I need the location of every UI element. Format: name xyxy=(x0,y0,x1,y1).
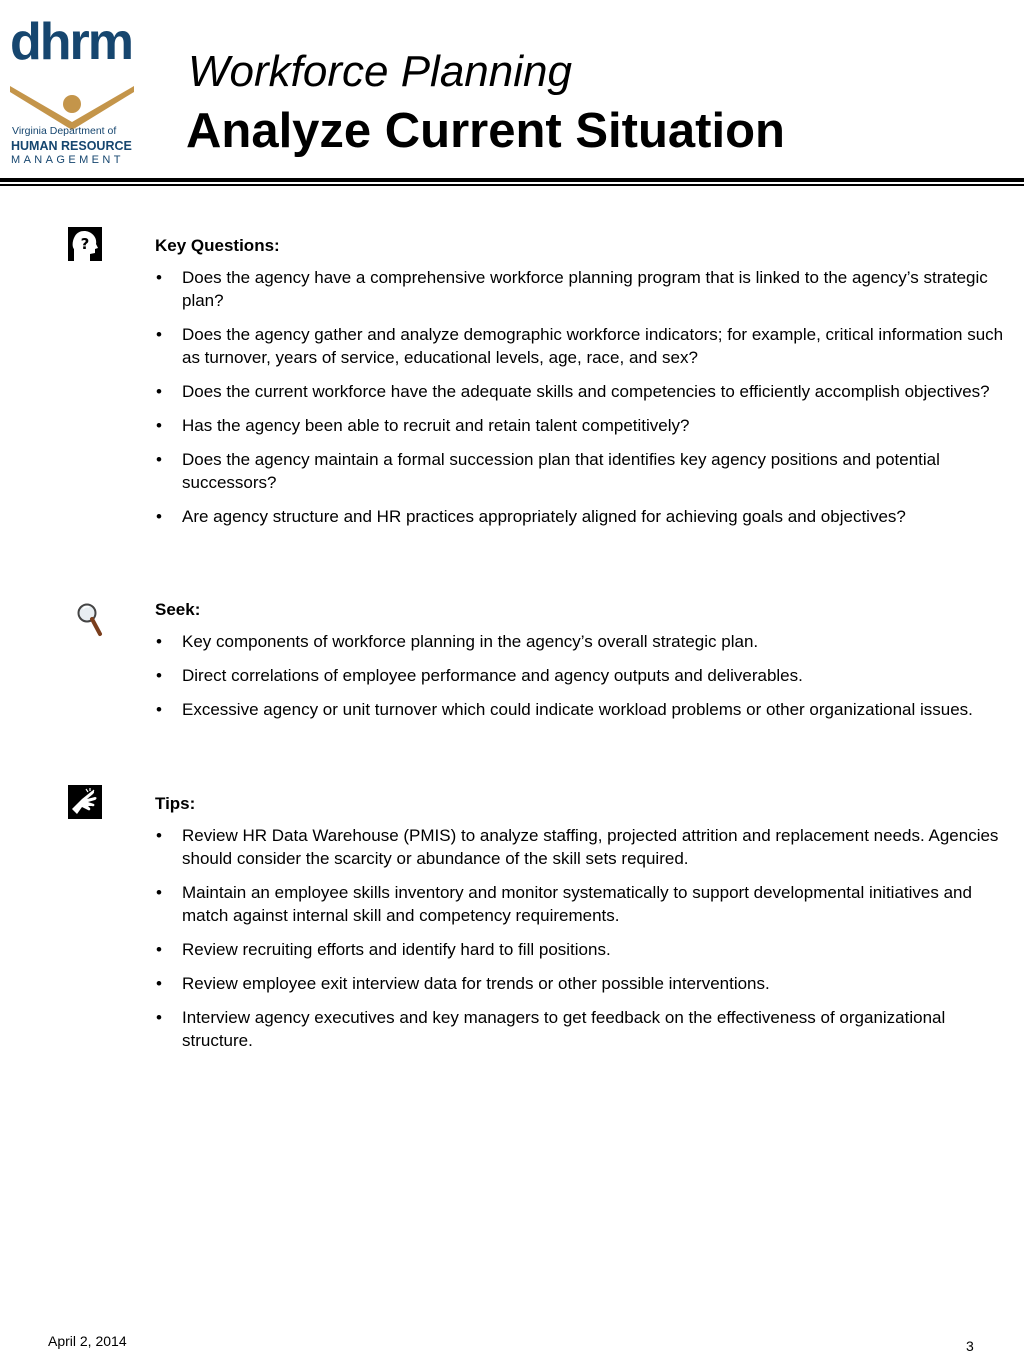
list-item: • Key components of workforce planning in the agency’s overall strategic plan. xyxy=(155,630,1005,653)
list-item: • Interview agency executives and key managers to get feedback on the effectiveness of organizational structure. xyxy=(155,1006,1005,1052)
header-divider-thick xyxy=(0,178,1024,182)
list-item: • Does the current workforce have the adequate skills and competencies to efficiently accomplish objectives? xyxy=(155,380,1005,403)
list-item: • Does the agency have a comprehensive workforce planning program that is linked to the agency’s strategic plan? xyxy=(155,266,1005,312)
list-item: • Review recruiting efforts and identify hard to fill positions. xyxy=(155,938,1005,961)
tips-heading: Tips: xyxy=(155,794,196,813)
logo-wordmark: dhrm xyxy=(10,13,132,71)
logo-line-2: HUMAN RESOURCE xyxy=(11,139,132,153)
magnifying-glass-icon xyxy=(76,602,104,638)
key-questions-section xyxy=(155,234,1005,539)
question-head-icon xyxy=(68,227,102,261)
svg-text:?: ? xyxy=(80,235,90,253)
seek-heading: Seek: xyxy=(155,600,201,619)
page-number: 3 xyxy=(966,1338,974,1354)
dhrm-logo xyxy=(8,13,140,170)
logo-line-3: MANAGEMENT xyxy=(11,154,124,166)
list-item: • Are agency structure and HR practices appropriately aligned for achieving goals and objectives? xyxy=(155,505,1005,528)
list-item: • Review employee exit interview data for trends or other possible interventions. xyxy=(155,972,1005,995)
pointing-hand-icon xyxy=(68,785,102,819)
header-divider-thin xyxy=(0,184,1024,186)
list-item: • Does the agency maintain a formal succession plan that identifies key agency positions and potential successors? xyxy=(155,448,1005,494)
page-title: Analyze Current Situation xyxy=(186,104,785,158)
list-item: • Has the agency been able to recruit and retain talent competitively? xyxy=(155,414,1005,437)
key-questions-heading: Key Questions: xyxy=(155,236,280,255)
tips-section xyxy=(155,792,1005,1063)
list-item: • Does the agency gather and analyze demographic workforce indicators; for example, critical information such as turnover, years of service, educational levels, age, race, and sex? xyxy=(155,323,1005,369)
list-item: • Excessive agency or unit turnover which could indicate workload problems or other organizational issues. xyxy=(155,698,1005,721)
page-subtitle: Workforce Planning xyxy=(188,47,572,96)
list-item: • Maintain an employee skills inventory and monitor systematically to support developmental initiatives and match against internal skill and competency requirements. xyxy=(155,881,1005,927)
list-item: • Review HR Data Warehouse (PMIS) to analyze staffing, projected attrition and replacement needs. Agencies should consider the scarcity or abundance of the skill sets required. xyxy=(155,824,1005,870)
seek-section xyxy=(155,598,1005,732)
logo-line-1: Virginia Department of xyxy=(12,125,117,137)
list-item: • Direct correlations of employee performance and agency outputs and deliverables. xyxy=(155,664,1005,687)
footer-date: April 2, 2014 xyxy=(48,1333,127,1349)
